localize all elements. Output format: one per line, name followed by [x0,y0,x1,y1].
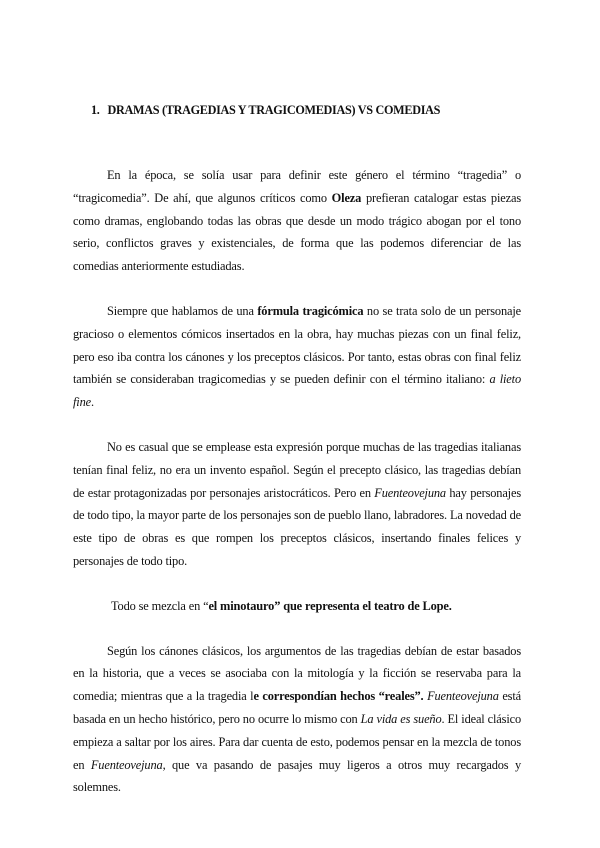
body-text [73,164,521,799]
text-run: que va pasando de pasajes muy ligeros a otros muy recargados y solemnes. [73,757,522,795]
text-run: prefieran catalogar estas piezas como dramas, englobando todas las obras que desde un modo trágico abogan por el tono serio, conflictos graves y existenciales, de forma que las podemos diferenciar de las comedias anteriormente estudiadas. [73,190,521,274]
bold-text: e correspondían hechos “reales”. [253,689,424,704]
text-run: está basada en un hecho histórico, pero no ocurre lo mismo con [73,689,521,726]
bold-text: Oleza [331,190,362,205]
text-run: No es casual que se emplease esta expresión porque muchas de las tragedias italianas tenían final feliz, no era un invento español. Según el precepto clásico, las tragedias debían de estar protagonizadas por personajes aristocráticos. Pero en [73,439,521,500]
section-heading [91,103,521,118]
section-number: 1. [91,103,100,117]
paragraph [73,164,521,278]
text-run: . El ideal clásico empieza a saltar por los aires. Para dar cuenta de esto, podemos pensar en la mezcla de tonos en [73,711,522,772]
italic-text: La vida es sueño [360,711,442,726]
italic-text: Fuenteovejuna, [90,757,166,772]
paragraph [73,640,521,800]
section-title: DRAMAS (TRAGEDIAS Y TRAGICOMEDIAS) VS COMEDIAS [107,103,441,117]
text-run: En la época, se solía usar para definir este género el término “tragedia” o “tragicomedia”. De ahí, que algunos críticos como [73,168,521,205]
paragraph [73,595,521,618]
bold-text: el minotauro” que representa el teatro de Lope. [208,598,452,613]
text-run: Siempre que hablamos de una [107,303,258,318]
italic-text: a lieto fine [73,372,521,410]
paragraph [73,436,521,573]
paragraph [73,300,521,414]
text-run: Según los cánones clásicos, los argumentos de las tragedias debían de estar basados en la historia, que a veces se asociaba con la mitología y la ficción se reservaba para la comedia; mientras que a la tragedia l [73,643,521,704]
text-run: no se trata solo de un personaje gracioso o elementos cómicos insertados en la obra, hay muchas piezas con un final feliz, pero eso iba contra los cánones y los preceptos clásicos. Por tanto, estas obras con final feliz también se consideraban tragicomedias y se pueden definir con el término italiano: [73,303,521,387]
italic-text: Fuenteovejuna [427,689,499,704]
italic-text: Fuenteovejuna [374,485,446,500]
text-run: hay personajes de todo tipo, la mayor parte de los personajes son de pueblo llano, labradores. La novedad de este tipo de obras es que rompen los preceptos clásicos, insertando finales felices y personajes de todo tipo. [73,485,521,568]
bold-text: fórmula tragicómica [257,303,364,318]
text-run: . [90,395,94,410]
text-run: Todo se mezcla en “ [111,598,209,613]
